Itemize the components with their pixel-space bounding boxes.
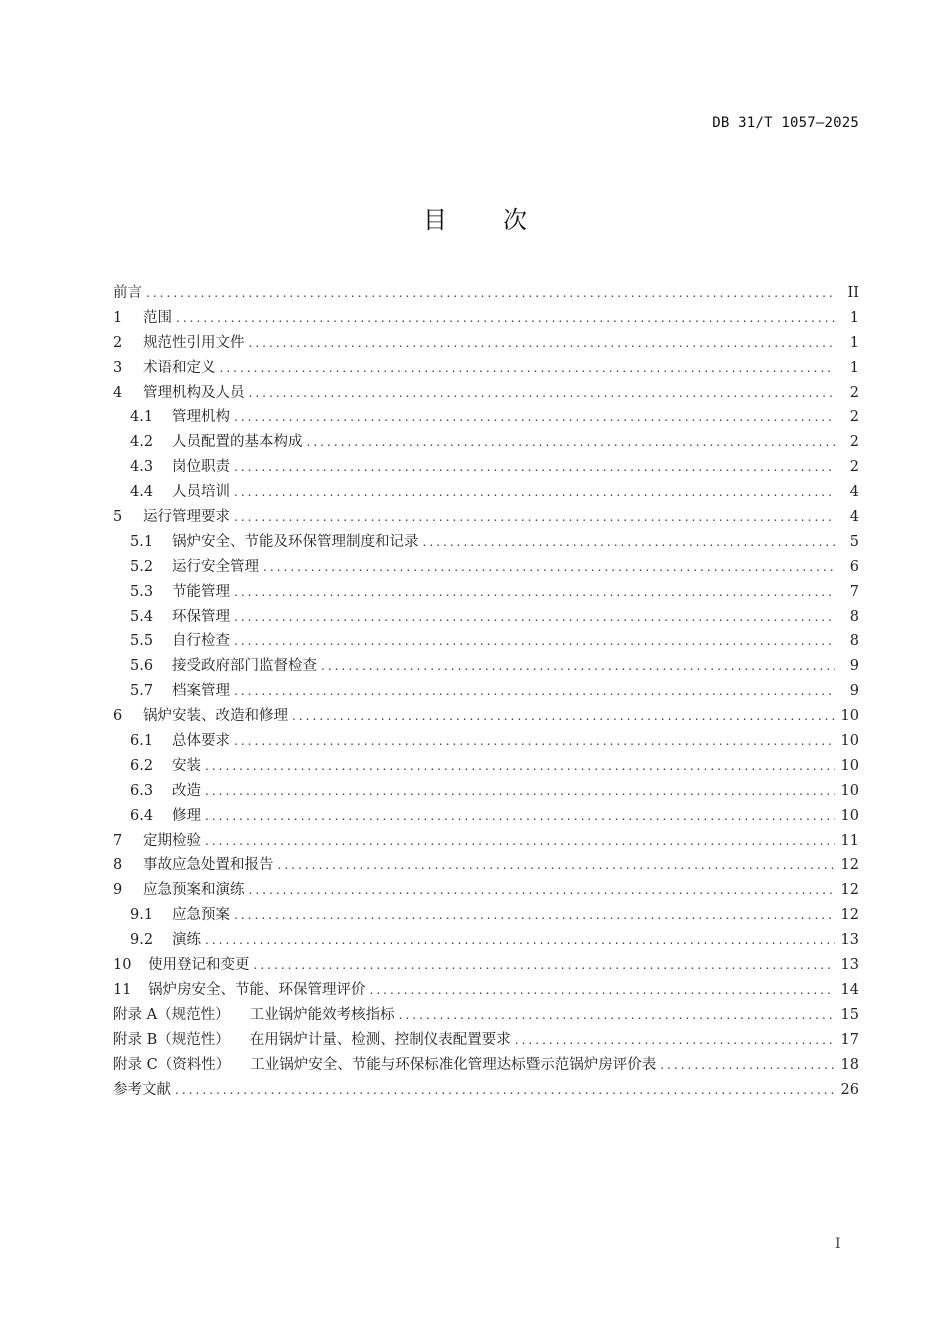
toc-entry-4-1[interactable] (113, 405, 859, 430)
toc-entry-page: 5 (849, 533, 859, 550)
toc-leader-dots (234, 405, 835, 430)
toc-entry-label: 总体要求 (172, 733, 230, 750)
title-char-2: 次 (503, 206, 527, 234)
toc-leader-dots (278, 853, 835, 878)
toc-entry-number: 9.2 (130, 932, 154, 949)
toc-entry-label: 岗位职责 (172, 459, 230, 476)
toc-leader-dots (234, 629, 835, 654)
toc-entry-label: 应急预案 (172, 907, 230, 924)
toc-entry-6-3[interactable] (113, 779, 859, 804)
toc-leader-dots (220, 356, 836, 381)
toc-entry-number: 6.1 (130, 733, 154, 750)
toc-leader-dots (234, 605, 835, 630)
toc-entry-page: 8 (849, 608, 859, 625)
toc-entry-label: 参考文献 (113, 1081, 171, 1098)
toc-entry-9[interactable] (113, 878, 859, 903)
toc-entry-label: 管理机构 (172, 409, 230, 426)
toc-entry-page: 17 (840, 1031, 859, 1048)
toc-entry-number: 2 (113, 334, 123, 351)
toc-leader-dots (234, 505, 835, 530)
toc-entry-label: 应急预案和演练 (143, 882, 245, 899)
toc-entry-5-6[interactable] (113, 654, 859, 679)
toc-entry-11[interactable] (113, 978, 859, 1003)
toc-entry-page: 1 (849, 309, 859, 326)
toc-entry-page: 12 (840, 907, 859, 924)
toc-entry-label: 人员培训 (172, 484, 230, 501)
toc-entry-10[interactable] (113, 953, 859, 978)
toc-entry-page: 10 (840, 782, 859, 799)
toc-entry-page: 1 (849, 359, 859, 376)
toc-entry-7[interactable] (113, 829, 859, 854)
toc-leader-dots (249, 878, 835, 903)
toc-entry-number: 1 (113, 309, 123, 326)
toc-entry-4-3[interactable] (113, 455, 859, 480)
toc-entry-label: 使用登记和变更 (148, 957, 250, 974)
toc-entry-5-5[interactable] (113, 629, 859, 654)
toc-entry-label: 运行管理要求 (143, 509, 230, 526)
toc-entry-5-7[interactable] (113, 679, 859, 704)
toc-leader-dots (234, 679, 835, 704)
toc-leader-dots (234, 480, 835, 505)
toc-entry-number: 5.6 (130, 658, 154, 675)
toc-entry-number: 10 (113, 957, 132, 974)
toc-leader-dots (205, 829, 835, 854)
toc-entry-label: 规范性引用文件 (143, 334, 245, 351)
toc-entry-page: 12 (840, 857, 859, 874)
toc-entry-page: 13 (840, 932, 859, 949)
toc-entry-3[interactable] (113, 356, 859, 381)
toc-entry-label: 锅炉安装、改造和修理 (143, 708, 288, 725)
toc-entry-label: 接受政府部门监督检查 (172, 658, 317, 675)
toc-entry-page: 2 (849, 459, 859, 476)
toc-leader-dots (515, 1028, 835, 1053)
toc-entry-6-4[interactable] (113, 804, 859, 829)
toc-entry-number: 6.4 (130, 807, 154, 824)
toc-entry-6-1[interactable] (113, 729, 859, 754)
toc-entry-page: 18 (840, 1056, 859, 1073)
toc-entry-number: 附录 C（资料性） (113, 1056, 231, 1073)
toc-entry-number: 8 (113, 857, 123, 874)
toc-entry-page: 2 (849, 409, 859, 426)
toc-entry-number: 4.1 (130, 409, 154, 426)
toc-entry-number: 6.3 (130, 782, 154, 799)
toc-entry-label: 在用锅炉计量、检测、控制仪表配置要求 (249, 1031, 511, 1048)
toc-entry-label: 前言 (113, 285, 142, 301)
toc-leader-dots (370, 978, 835, 1003)
toc-entry-6-2[interactable] (113, 754, 859, 779)
title-char-1: 目 (423, 206, 447, 234)
toc-entry-page: 2 (849, 434, 859, 451)
toc-entry-page: 10 (840, 733, 859, 750)
toc-entry-number: 5.2 (130, 558, 154, 575)
toc-entry-page: 26 (840, 1081, 859, 1098)
toc-leader-dots (249, 331, 836, 356)
toc-entry-label: 锅炉安全、节能及环保管理制度和记录 (172, 533, 419, 550)
toc-entry-number: 4 (113, 384, 123, 401)
toc-entry-number: 4.4 (130, 484, 154, 501)
toc-entry-label: 术语和定义 (143, 359, 216, 376)
toc-entry-5-2[interactable] (113, 555, 859, 580)
toc-entry-page: 14 (840, 981, 859, 998)
toc-entry-foreword[interactable] (113, 281, 859, 306)
toc-entry-label: 自行检查 (172, 633, 230, 650)
toc-leader-dots (423, 530, 836, 555)
toc-entry-references[interactable] (113, 1078, 859, 1103)
toc-entry-number: 5.7 (130, 683, 154, 700)
page-title (0, 200, 950, 235)
toc-entry-2[interactable] (113, 331, 859, 356)
toc-entry-number: 5.4 (130, 608, 154, 625)
toc-entry-1[interactable] (113, 306, 859, 331)
toc-leader-dots (205, 928, 835, 953)
toc-entry-number: 6.2 (130, 757, 154, 774)
document-id: DB 31/T 1057—2025 (712, 115, 859, 131)
toc-entry-annex-a[interactable] (113, 1003, 859, 1028)
toc-leader-dots (146, 281, 835, 306)
toc-entry-8[interactable] (113, 853, 859, 878)
toc-entry-label: 事故应急处置和报告 (143, 857, 274, 874)
toc-entry-label: 工业锅炉能效考核指标 (249, 1006, 395, 1023)
toc-leader-dots (234, 903, 835, 928)
toc-leader-dots (234, 455, 835, 480)
toc-entry-label: 档案管理 (172, 683, 230, 700)
toc-entry-page: 10 (840, 807, 859, 824)
toc-entry-number: 5.3 (130, 583, 154, 600)
toc-entry-page: 6 (849, 558, 859, 575)
toc-leader-dots (321, 654, 835, 679)
toc-entry-label: 节能管理 (172, 583, 230, 600)
toc-entry-page: 8 (849, 633, 859, 650)
toc-entry-annex-c[interactable] (113, 1053, 859, 1078)
toc-entry-page: 9 (849, 683, 859, 700)
toc-entry-5[interactable] (113, 505, 859, 530)
toc-entry-page: 11 (840, 832, 859, 849)
toc-entry-annex-b[interactable] (113, 1028, 859, 1053)
toc-entry-label: 工业锅炉安全、节能与环保标准化管理达标暨示范锅炉房评价表 (250, 1056, 657, 1073)
toc-entry-number: 附录 A（规范性） (113, 1006, 230, 1023)
toc-entry-5-3[interactable] (113, 580, 859, 605)
toc-entry-4-4[interactable] (113, 480, 859, 505)
toc-entry-9-2[interactable] (113, 928, 859, 953)
toc-leader-dots (175, 1078, 835, 1103)
toc-leader-dots (205, 754, 835, 779)
toc-entry-page: 10 (840, 757, 859, 774)
toc-entry-number: 5.1 (130, 533, 154, 550)
toc-entry-page: 10 (840, 708, 859, 725)
toc-leader-dots (249, 381, 836, 406)
toc-entry-number: 3 (113, 359, 123, 376)
toc-entry-number: 4.3 (130, 459, 154, 476)
toc-leader-dots (234, 580, 835, 605)
toc-leader-dots (234, 729, 835, 754)
toc-leader-dots (307, 430, 836, 455)
toc-entry-label: 安装 (172, 757, 201, 774)
toc-entry-label: 人员配置的基本构成 (172, 434, 303, 451)
toc-entry-page: 15 (840, 1006, 859, 1023)
toc-entry-number: 5 (113, 509, 123, 526)
toc-entry-page: 13 (840, 957, 859, 974)
toc-entry-number: 9 (113, 882, 123, 899)
toc-entry-page: 2 (849, 384, 859, 401)
toc-entry-4[interactable] (113, 381, 859, 406)
toc-entry-9-1[interactable] (113, 903, 859, 928)
toc-entry-label: 锅炉房安全、节能、环保管理评价 (148, 981, 366, 998)
toc-leader-dots (176, 306, 835, 331)
toc-entry-label: 环保管理 (172, 608, 230, 625)
toc-leader-dots (292, 704, 835, 729)
toc-entry-page: 12 (840, 882, 859, 899)
toc-entry-label: 演练 (172, 932, 201, 949)
toc-entry-page: 1 (849, 334, 859, 351)
toc-entry-label: 范围 (143, 309, 172, 326)
toc-entry-4-2[interactable] (113, 430, 859, 455)
toc-entry-number: 11 (113, 981, 132, 998)
toc-entry-label: 改造 (172, 782, 201, 799)
toc-entry-page: 7 (849, 583, 859, 600)
toc-entry-label: 运行安全管理 (172, 558, 259, 575)
toc-entry-5-4[interactable] (113, 605, 859, 630)
toc-entry-label: 修理 (172, 807, 201, 824)
toc-leader-dots (254, 953, 835, 978)
toc-entry-page: 9 (849, 658, 859, 675)
toc-entry-number: 7 (113, 832, 123, 849)
toc-leader-dots (205, 779, 835, 804)
table-of-contents (113, 281, 859, 1102)
footer-page-number: I (835, 1236, 841, 1252)
toc-entry-number: 6 (113, 708, 123, 725)
toc-entry-number: 9.1 (130, 907, 154, 924)
toc-entry-number: 4.2 (130, 434, 154, 451)
toc-leader-dots (263, 555, 835, 580)
toc-entry-5-1[interactable] (113, 530, 859, 555)
toc-entry-page: 4 (849, 509, 859, 526)
toc-leader-dots (399, 1003, 835, 1028)
toc-leader-dots (205, 804, 835, 829)
toc-entry-number: 附录 B（规范性） (113, 1031, 230, 1048)
toc-entry-6[interactable] (113, 704, 859, 729)
toc-leader-dots (660, 1053, 834, 1078)
toc-entry-label: 定期检验 (143, 832, 201, 849)
toc-entry-label: 管理机构及人员 (143, 384, 245, 401)
toc-entry-page: 4 (849, 484, 859, 501)
toc-entry-page: II (847, 285, 859, 301)
toc-entry-number: 5.5 (130, 633, 154, 650)
